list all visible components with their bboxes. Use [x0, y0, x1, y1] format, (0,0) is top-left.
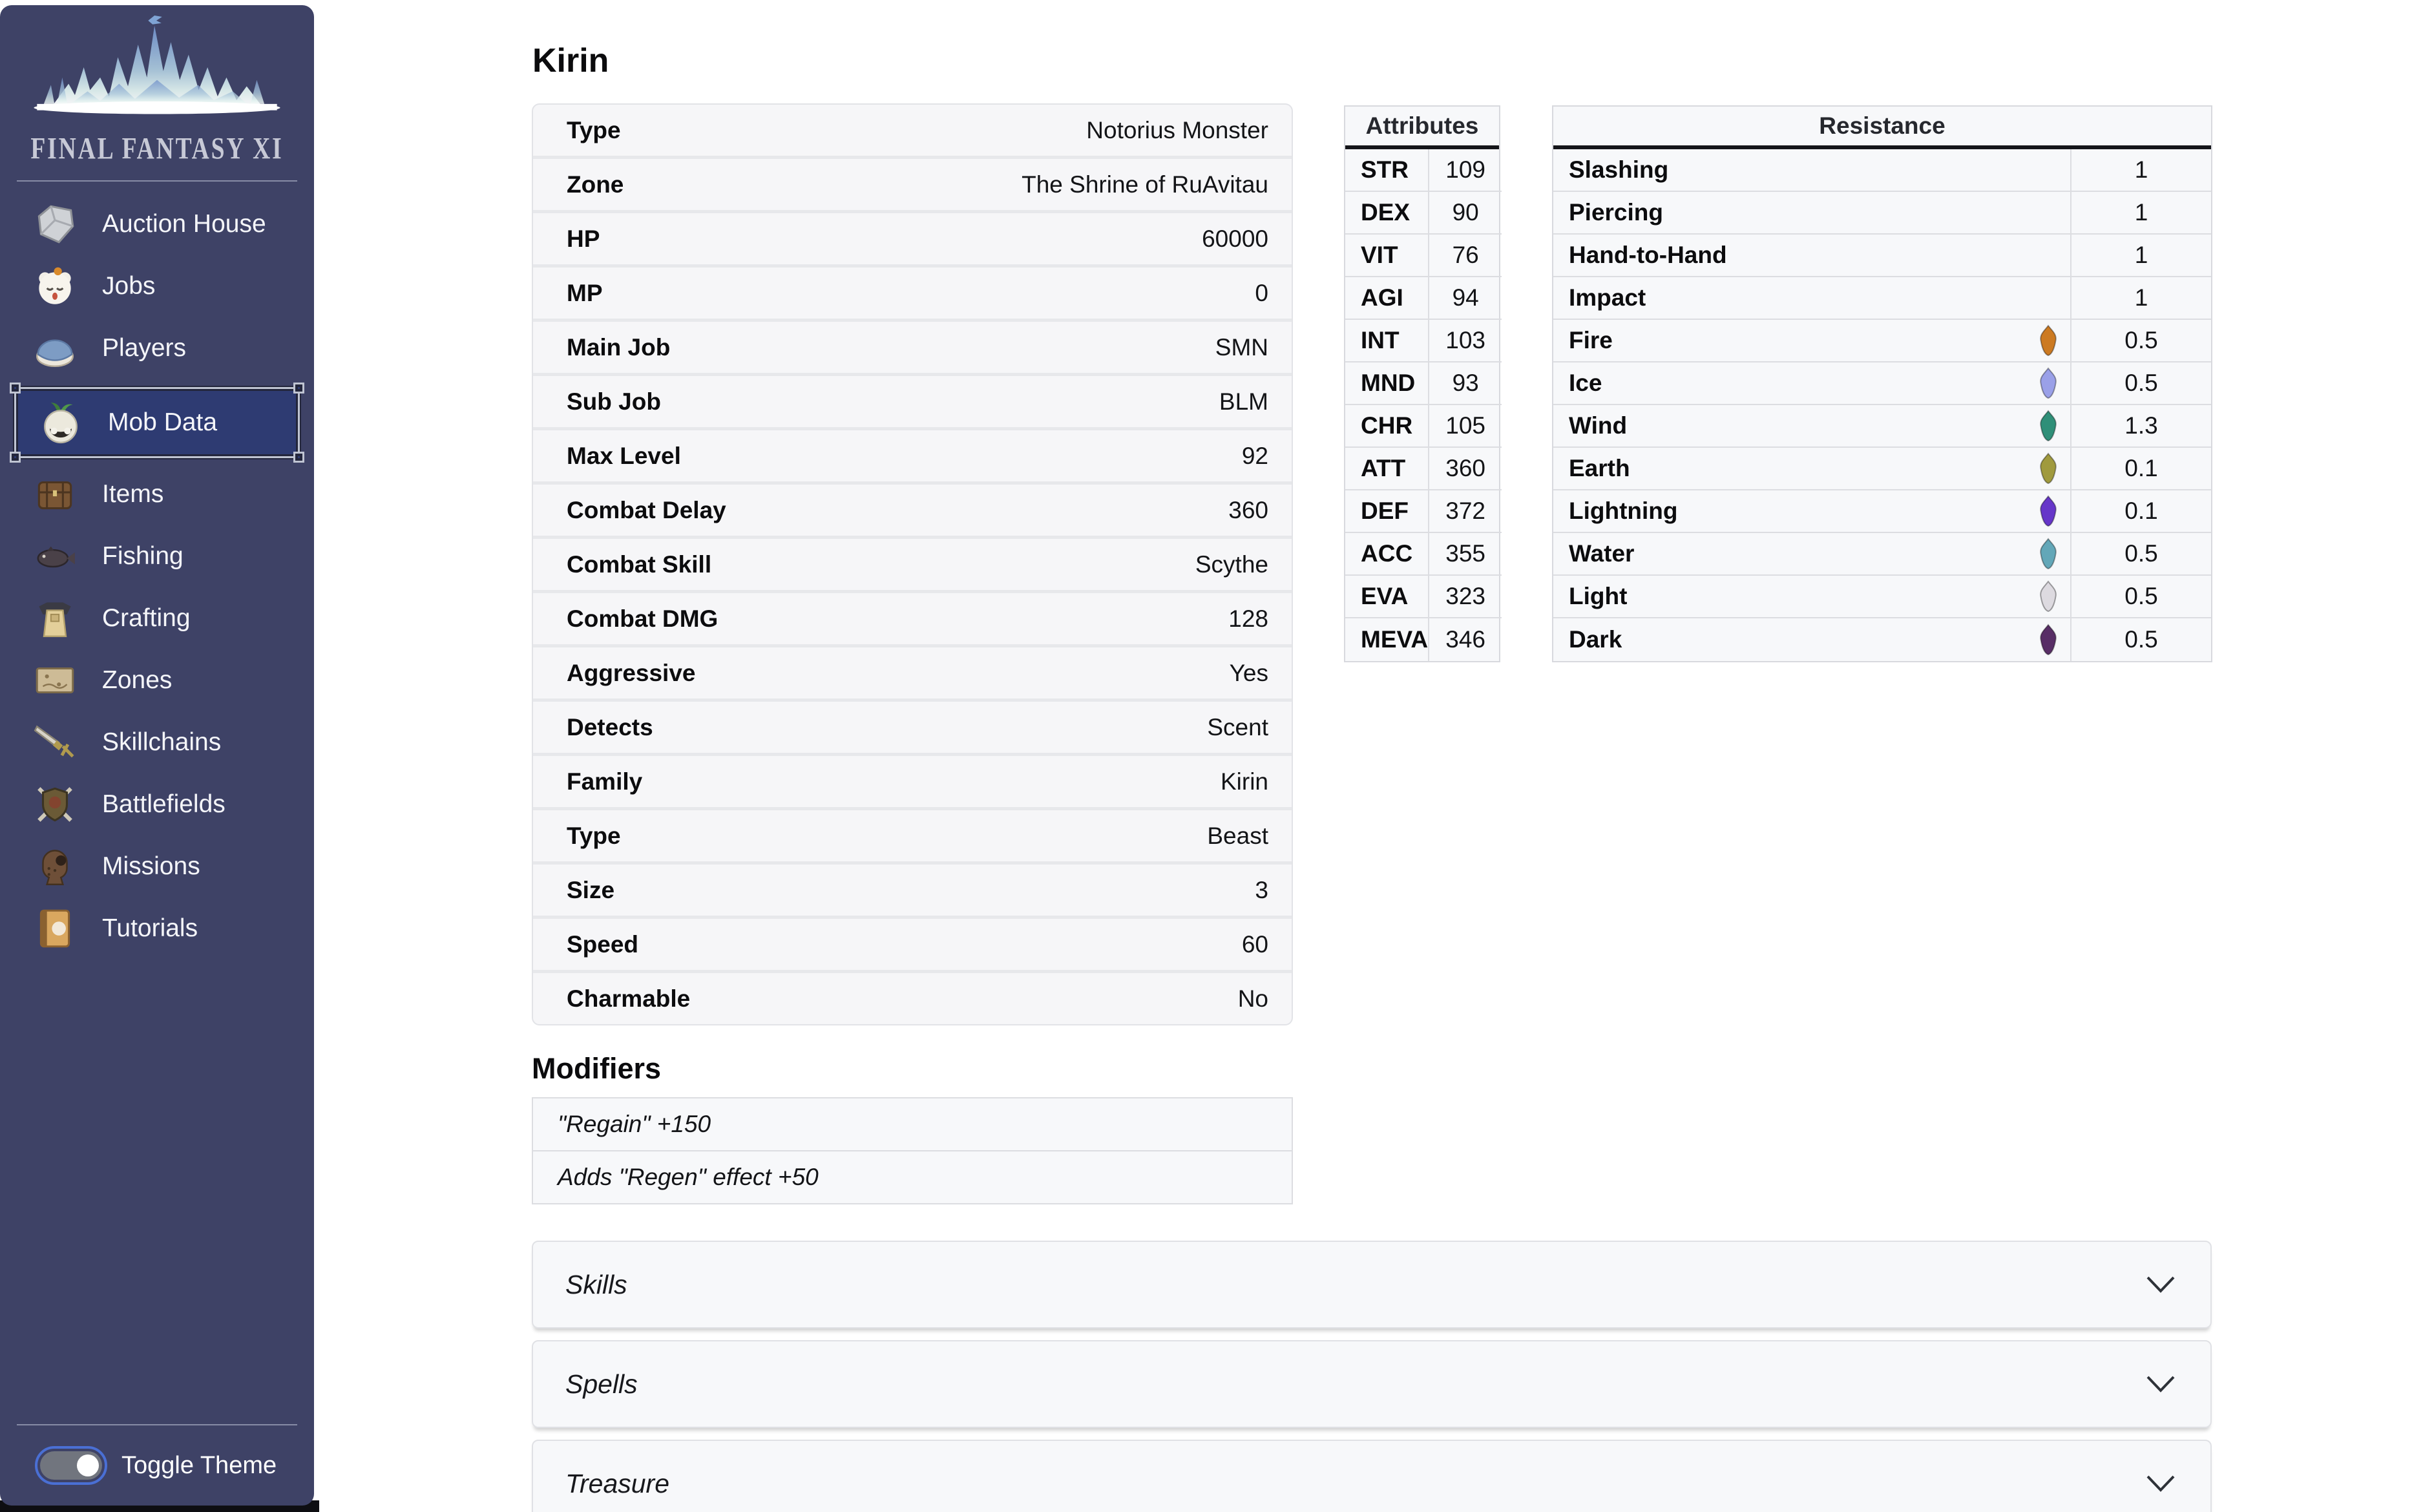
row-label: Combat Skill: [567, 551, 712, 578]
resistance-label-text: Piercing: [1569, 199, 1663, 226]
row-label: Detects: [567, 713, 653, 740]
modifiers-list: [532, 1097, 1293, 1204]
row-value: 60: [1241, 930, 1268, 958]
theme-toggle-knob: [77, 1454, 99, 1476]
zones-icon: [30, 655, 80, 706]
modifier-text: Adds "Regen" effect +50: [558, 1164, 819, 1190]
resistance-label-text: Light: [1569, 583, 1628, 609]
row-label: Main Job: [567, 333, 671, 361]
row-label: HP: [567, 225, 600, 252]
resistance-value: 1.3: [2072, 405, 2211, 448]
table-row: [533, 539, 1292, 590]
sidebar-item-jobs[interactable]: [0, 255, 314, 317]
row-value: 128: [1228, 605, 1268, 632]
row-value: Scent: [1207, 713, 1268, 740]
theme-toggle-label: Toggle Theme: [121, 1451, 277, 1479]
resistance-value: 0.5: [2072, 320, 2211, 362]
stat-value: 93: [1429, 362, 1502, 405]
resistance-label-text: Dark: [1569, 626, 1622, 653]
sidebar-item-auction-house[interactable]: [0, 193, 314, 255]
table-row: [533, 322, 1292, 373]
row-value: No: [1237, 985, 1268, 1012]
section-skills[interactable]: [532, 1241, 2212, 1328]
stat-label: MND: [1345, 362, 1429, 405]
stat-label: ACC: [1345, 533, 1429, 576]
stat-label: MEVA: [1345, 618, 1429, 661]
ffxi-logo: [0, 5, 314, 166]
row-label: Sub Job: [567, 388, 661, 415]
earth-element-icon: [2035, 452, 2061, 485]
row-value: SMN: [1215, 333, 1268, 361]
missions-icon: [30, 841, 80, 892]
row-label: Zone: [567, 171, 624, 198]
resistance-label-text: Impact: [1569, 284, 1646, 311]
resistance-label-text: Wind: [1569, 412, 1628, 439]
modifier-row: [532, 1150, 1293, 1204]
sidebar-item-tutorials[interactable]: [0, 898, 314, 960]
resistance-value: 0.1: [2072, 490, 2211, 533]
ffxi-crystal-art: [18, 9, 296, 136]
row-value: 0: [1255, 279, 1268, 306]
table-row: [533, 756, 1292, 807]
sidebar-item-label: Jobs: [102, 272, 156, 300]
row-label: Charmable: [567, 985, 691, 1012]
section-spells[interactable]: [532, 1340, 2212, 1428]
section-treasure[interactable]: [532, 1440, 2212, 1512]
section-label: Skills: [565, 1269, 627, 1299]
table-row: [533, 376, 1292, 427]
sidebar-item-label: Mob Data: [108, 408, 218, 436]
light-element-icon: [2035, 580, 2061, 613]
resistance-value: 0.5: [2072, 533, 2211, 576]
resistance-label-text: Fire: [1569, 327, 1613, 353]
row-label: Max Level: [567, 442, 681, 469]
row-label: Type: [567, 116, 621, 143]
resistance-value: 0.5: [2072, 576, 2211, 618]
modifier-text: "Regain" +150: [558, 1111, 711, 1137]
resistance-label: [1553, 618, 2072, 661]
selected-border-corner: [293, 383, 304, 394]
chevron-down-icon: [2146, 1276, 2176, 1294]
battlefields-icon: [30, 779, 80, 830]
stat-value: 103: [1429, 320, 1502, 362]
modifier-row: [532, 1097, 1293, 1151]
sidebar-item-crafting[interactable]: [0, 587, 314, 649]
mob-data-icon: [36, 397, 86, 448]
selected-border-corner: [10, 383, 21, 394]
resistance-label: [1553, 192, 2072, 235]
theme-divider: [17, 1424, 297, 1425]
table-row: [533, 865, 1292, 916]
resistance-label: [1553, 490, 2072, 533]
stat-value: 94: [1429, 277, 1502, 320]
stat-label: DEX: [1345, 192, 1429, 235]
resistance-label-text: Earth: [1569, 455, 1630, 481]
table-row: [533, 702, 1292, 753]
theme-area: [0, 1424, 314, 1496]
skillchains-icon: [30, 717, 80, 768]
ffxi-logo-text: FINAL FANTASY XI: [30, 131, 284, 166]
stat-value: 76: [1429, 235, 1502, 277]
tutorials-icon: [30, 903, 80, 954]
row-label: Combat Delay: [567, 496, 726, 523]
resistance-label-text: Ice: [1569, 370, 1602, 396]
row-value: Scythe: [1195, 551, 1268, 578]
stat-label: VIT: [1345, 235, 1429, 277]
table-row: [533, 105, 1292, 156]
crafting-icon: [30, 593, 80, 644]
resistance-value: 0.5: [2072, 362, 2211, 405]
resistance-label: [1553, 320, 2072, 362]
stat-label: EVA: [1345, 576, 1429, 618]
table-row: [533, 973, 1292, 1024]
row-label: Type: [567, 822, 621, 849]
stat-value: 355: [1429, 533, 1502, 576]
sidebar-item-label: Battlefields: [102, 790, 226, 818]
resistance-value: 1: [2072, 149, 2211, 192]
row-value: 3: [1255, 876, 1268, 903]
table-row: [533, 159, 1292, 210]
row-value: 60000: [1202, 225, 1268, 252]
row-label: Size: [567, 876, 615, 903]
attributes-header: Attributes: [1345, 107, 1499, 149]
chevron-down-icon: [2146, 1375, 2176, 1393]
resistance-label: [1553, 277, 2072, 320]
resistance-label-text: Lightning: [1569, 498, 1678, 524]
attributes-table: [1344, 105, 1500, 662]
sidebar-item-label: Fishing: [102, 542, 184, 570]
theme-toggle-switch[interactable]: [40, 1451, 102, 1480]
players-icon: [30, 323, 80, 373]
sidebar-item-players[interactable]: [0, 317, 314, 379]
resistance-label: [1553, 576, 2072, 618]
row-label: Speed: [567, 930, 639, 958]
stat-label: STR: [1345, 149, 1429, 192]
sidebar-item-label: Missions: [102, 852, 200, 880]
row-value: Kirin: [1220, 768, 1268, 795]
table-row: [533, 593, 1292, 644]
resistance-value: 1: [2072, 192, 2211, 235]
sidebar-item-label: Tutorials: [102, 914, 198, 942]
auction-house-icon: [30, 199, 80, 249]
table-row: [533, 268, 1292, 319]
sidebar-item-label: Players: [102, 334, 187, 362]
sidebar-item-mob-data[interactable]: [14, 387, 300, 458]
items-icon: [30, 469, 80, 520]
sidebar-item-zones[interactable]: [0, 649, 314, 711]
resistance-table: [1552, 105, 2212, 662]
stat-value: 109: [1429, 149, 1502, 192]
resistance-label-text: Hand-to-Hand: [1569, 242, 1727, 268]
stat-label: DEF: [1345, 490, 1429, 533]
selected-border-corner: [293, 452, 304, 463]
resistance-label: [1553, 405, 2072, 448]
resistance-value: 1: [2072, 277, 2211, 320]
resistance-value: 0.5: [2124, 626, 2158, 653]
row-value: 92: [1241, 442, 1268, 469]
mob-data-table: [532, 103, 1293, 1025]
stat-value: 360: [1429, 448, 1502, 490]
sidebar-item-items[interactable]: [0, 463, 314, 525]
modifiers-title: Modifiers: [532, 1052, 662, 1085]
fire-element-icon: [2035, 324, 2061, 357]
fishing-icon: [30, 531, 80, 582]
resistance-label-text: Water: [1569, 540, 1635, 567]
section-label: Spells: [565, 1369, 638, 1399]
resistance-label: [1553, 448, 2072, 490]
row-label: MP: [567, 279, 603, 306]
selected-border-corner: [10, 452, 21, 463]
sidebar-item-label: Skillchains: [102, 728, 222, 756]
stat-value: 323: [1429, 576, 1502, 618]
resistance-header: Resistance: [1553, 107, 2211, 149]
sidebar: [0, 5, 314, 1506]
resistance-label: [1553, 149, 2072, 192]
sidebar-item-label: Crafting: [102, 604, 191, 632]
row-label: Family: [567, 768, 643, 795]
section-label: Treasure: [565, 1468, 670, 1498]
row-label: Aggressive: [567, 659, 696, 686]
jobs-icon: [30, 261, 80, 311]
sidebar-item-fishing[interactable]: [0, 525, 314, 587]
row-value: Notorius Monster: [1086, 116, 1268, 143]
stat-value: 105: [1429, 405, 1502, 448]
table-row: [533, 810, 1292, 861]
stat-label: ATT: [1345, 448, 1429, 490]
stat-label: CHR: [1345, 405, 1429, 448]
collapsible-sections: [532, 1241, 2212, 1512]
row-value: Beast: [1207, 822, 1268, 849]
resistance-label: [1553, 362, 2072, 405]
row-value: BLM: [1219, 388, 1268, 415]
resistance-value: 0.1: [2072, 448, 2211, 490]
row-label: Combat DMG: [567, 605, 719, 632]
resistance-label-text: Slashing: [1569, 156, 1669, 183]
chevron-down-icon: [2146, 1475, 2176, 1493]
water-element-icon: [2035, 538, 2061, 570]
sidebar-item-label: Items: [102, 480, 164, 508]
table-row: [533, 430, 1292, 481]
sidebar-divider: [17, 180, 297, 182]
sidebar-menu: [0, 193, 314, 960]
stat-value: 90: [1429, 192, 1502, 235]
row-value: Yes: [1229, 659, 1268, 686]
table-row: [533, 485, 1292, 536]
row-value: The Shrine of RuAvitau: [1022, 171, 1268, 198]
sidebar-item-skillchains[interactable]: [0, 711, 314, 773]
ice-element-icon: [2035, 367, 2061, 399]
page-title: Kirin: [532, 42, 609, 79]
stat-value: 372: [1429, 490, 1502, 533]
dark-element-icon: [2035, 624, 2061, 656]
sidebar-item-label: Zones: [102, 666, 173, 694]
table-row: [533, 919, 1292, 970]
row-value: 360: [1228, 496, 1268, 523]
sidebar-item-battlefields[interactable]: [0, 773, 314, 835]
stat-label: AGI: [1345, 277, 1429, 320]
resistance-label: [1553, 235, 2072, 277]
sidebar-item-missions[interactable]: [0, 835, 314, 898]
resistance-label: [1553, 533, 2072, 576]
table-row: [533, 213, 1292, 264]
sidebar-item-label: Auction House: [102, 210, 266, 238]
stat-value: 346: [1445, 626, 1486, 653]
lightning-element-icon: [2035, 495, 2061, 527]
wind-element-icon: [2035, 410, 2061, 442]
stat-label: INT: [1345, 320, 1429, 362]
table-row: [533, 647, 1292, 698]
resistance-value: 1: [2072, 235, 2211, 277]
